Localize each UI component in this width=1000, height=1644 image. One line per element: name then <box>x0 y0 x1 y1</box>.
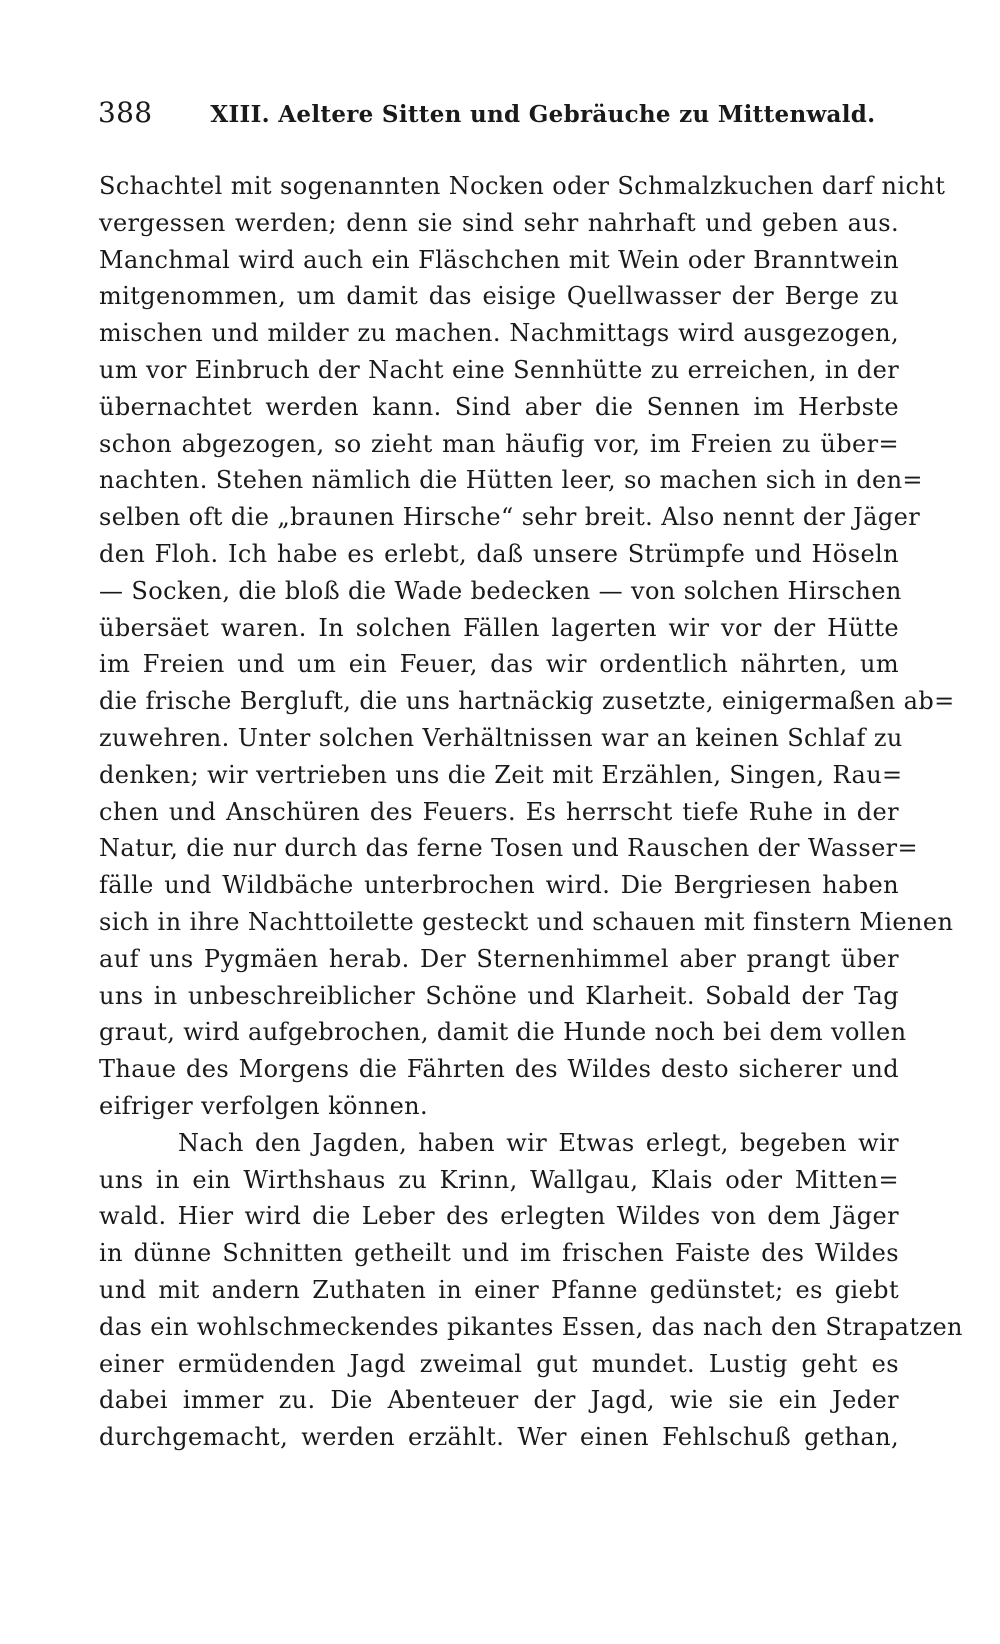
text-line: Nach den Jagden, haben wir Etwas erlegt, begeben wir <box>178 1128 899 1157</box>
text-line: dabei immer zu. Die Abenteuer der Jagd, wie sie ein Jeder <box>99 1386 899 1415</box>
text-line: durchgemacht, werden erzählt. Wer einen Fehlschuß gethan, <box>99 1423 899 1452</box>
text-line: Manchmal wird auch ein Fläschchen mit Wein oder Branntwein <box>99 245 899 274</box>
running-head <box>98 96 898 136</box>
text-line: uns in ein Wirthshaus zu Krinn, Wallgau, Klais oder Mitten= <box>99 1165 899 1194</box>
text-line: vergessen werden; denn sie sind sehr nahrhaft und geben aus. <box>99 208 899 237</box>
text-line: mischen und milder zu machen. Nachmittags wird ausgezogen, <box>99 319 899 348</box>
text-line: selben oft die „braunen Hirsche“ sehr breit. Also nennt der Jäger <box>99 503 921 532</box>
text-line: denken; wir vertrieben uns die Zeit mit Erzählen, Singen, Rau= <box>99 760 903 789</box>
text-line: fälle und Wildbäche unterbrochen wird. Die Bergriesen haben <box>99 871 899 900</box>
text-line: — Socken, die bloß die Wade bedecken — von solchen Hirschen <box>99 576 902 605</box>
text-line: uns in unbeschreiblicher Schöne und Klarheit. Sobald der Tag <box>99 981 899 1010</box>
text-line: Thaue des Morgens die Fährten des Wildes desto sicherer und <box>99 1055 899 1084</box>
text-line: Natur, die nur durch das ferne Tosen und Rauschen der Wasser= <box>99 834 919 863</box>
text-line: übersäet waren. In solchen Fällen lagerten wir vor der Hütte <box>99 613 899 642</box>
text-line: einer ermüdenden Jagd zweimal gut mundet. Lustig geht es <box>99 1349 899 1378</box>
text-line: die frische Bergluft, die uns hartnäckig zusetzte, einigermaßen ab= <box>99 687 955 716</box>
page-number: 388 <box>98 96 153 129</box>
text-line: den Floh. Ich habe es erlebt, daß unsere Strümpfe und Höseln <box>99 539 899 568</box>
body-text <box>99 168 963 1456</box>
text-line: das ein wohlschmeckendes pikantes Essen, das nach den Strapatzen <box>99 1312 963 1341</box>
text-line: zuwehren. Unter solchen Verhältnissen war an keinen Schlaf zu <box>99 723 903 752</box>
text-line: sich in ihre Nachttoilette gesteckt und schauen mit finstern Mienen <box>99 907 954 936</box>
text-line: in dünne Schnitten getheilt und im frischen Faiste des Wildes <box>99 1239 899 1268</box>
text-line: wald. Hier wird die Leber des erlegten Wildes von dem Jäger <box>99 1202 899 1231</box>
text-line: graut, wird aufgebrochen, damit die Hunde noch bei dem vollen <box>99 1018 907 1047</box>
text-line: und mit andern Zuthaten in einer Pfanne gedünstet; es giebt <box>99 1275 899 1304</box>
text-line: chen und Anschüren des Feuers. Es herrscht tiefe Ruhe in der <box>99 797 899 826</box>
text-line: nachten. Stehen nämlich die Hütten leer, so machen sich in den= <box>99 466 923 495</box>
text-line: übernachtet werden kann. Sind aber die Sennen im Herbste <box>99 392 899 421</box>
text-line: um vor Einbruch der Nacht eine Sennhütte zu erreichen, in der <box>99 355 900 384</box>
text-line: eifriger verfolgen können. <box>99 1091 429 1120</box>
text-line: mitgenommen, um damit das eisige Quellwasser der Berge zu <box>99 282 899 311</box>
text-line: schon abgezogen, so zieht man häufig vor, im Freien zu über= <box>99 429 899 458</box>
running-title: XIII. Aeltere Sitten und Gebräuche zu Mittenwald. <box>210 101 876 128</box>
text-line: auf uns Pygmäen herab. Der Sternenhimmel aber prangt über <box>99 944 899 973</box>
text-line: Schachtel mit sogenannten Nocken oder Schmalzkuchen darf nicht <box>99 172 946 200</box>
text-line: im Freien und um ein Feuer, das wir ordentlich nährten, um <box>99 650 899 679</box>
